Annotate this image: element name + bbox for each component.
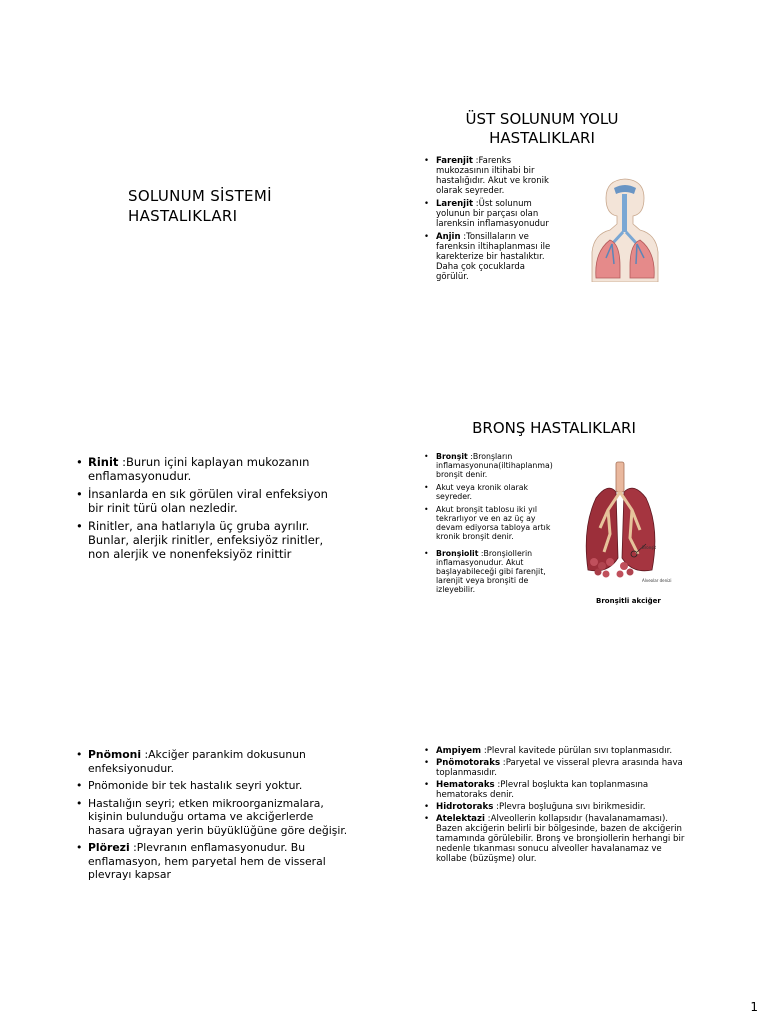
list-item: [424, 232, 552, 282]
bullet-term: Ampiyem: [436, 746, 482, 756]
bullet-term: Bronşit: [436, 452, 468, 461]
list-item: [424, 780, 692, 800]
list-item: [424, 549, 552, 594]
figure-caption: Bronşitli akciğer: [596, 597, 661, 605]
list-item: [76, 455, 344, 483]
bullet-text: İnsanlarda en sık görülen viral enfeksiyon bir rinit türü olan nezledir.: [88, 487, 328, 515]
bullet-text: :Plevra boşluğuna sıvı birikmesidir.: [493, 802, 646, 812]
bullet-term: Larenjit: [436, 199, 474, 209]
respiratory-anatomy-image: [584, 174, 666, 282]
bullet-text: Pnömonide bir tek hastalık seyri yoktur.: [88, 779, 303, 792]
slide4-bullet-list: [424, 452, 552, 598]
bronchi-label: Bronşit: [642, 545, 657, 550]
slide3-bullet-list: [76, 455, 344, 565]
slide4-title: BRONŞ HASTALIKLARI: [472, 419, 636, 437]
bullet-text: :Plevranın enflamasyonudur. Bu enflamasyon, hem paryetal hem de visseral plevrayı kapsar: [88, 841, 326, 881]
list-item: [76, 519, 344, 561]
slide6-bullet-list: [424, 746, 692, 866]
bullet-text: :Plevral boşlukta kan toplanmasına hematoraks denir.: [436, 780, 649, 800]
bullet-text: Akut bronşit tablosu iki yıl tekrarlıyor ve en az üç ay devam ediyorsa tabloya artık kronik bronşit denir.: [436, 505, 551, 541]
slide5-bullet-list: [76, 748, 348, 886]
list-item: [424, 802, 692, 812]
bullet-term: Bronşiolit: [436, 549, 479, 558]
bullet-term: Anjin: [436, 232, 461, 242]
slide2-title: ÜST SOLUNUM YOLU HASTALIKLARI: [465, 110, 619, 147]
list-item: [424, 483, 552, 501]
list-item: [76, 779, 348, 793]
bullet-text: :Alveollerin kollapsıdır (havalanamaması). Bazen akciğerin belirli bir bölgesinde, bazen de akciğerin tamamında görülebilir. Bronş ve bronşiollerin herhangi bir nedenle tıkanması sonucu alveoller havalanamaz ve kollabe (büzüşme) olur.: [436, 814, 685, 864]
bullet-text: :Burun içini kaplayan mukozanın enflamasyonudur.: [88, 455, 310, 483]
slide1-title: SOLUNUM SİSTEMİ HASTALIKLARI: [128, 187, 272, 225]
list-item: [424, 156, 552, 196]
list-item: [76, 841, 348, 882]
bullet-term: Pnömoni: [88, 748, 142, 761]
bullet-text: Akut veya kronik olarak seyreder.: [436, 483, 529, 501]
bullet-term: Rinit: [88, 455, 119, 469]
list-item: [424, 758, 692, 778]
bullet-text: :Bronşların inflamasyonuna(iltihaplanma) bronşit denir.: [436, 452, 553, 479]
page-number: 1: [750, 1000, 758, 1014]
list-item: [424, 452, 552, 479]
alveoli-label: Alveolar denizi: [642, 578, 672, 583]
bullet-term: Atelektazi: [436, 814, 485, 824]
bullet-term: Hidrotoraks: [436, 802, 494, 812]
list-item: [76, 748, 348, 775]
bullet-text: :Plevral kavitede pürülan sıvı toplanmasıdır.: [481, 746, 673, 756]
list-item: [424, 199, 552, 229]
list-item: [76, 797, 348, 838]
bullet-text: :Tonsillaların ve farenksin iltihaplanması ile karekterize bir hastalıktır. Daha çok çocuklarda görülür.: [436, 232, 551, 282]
list-item: [424, 746, 692, 756]
bullet-text: Hastalığın seyri; etken mikroorganizmalara, kişinin bulunduğu ortama ve akciğerlerde hasara uğrayan yerin büyüklüğüne göre değişir.: [88, 796, 348, 837]
bullet-text: :Üst solunum yolunun bir parçası olan larenksin inflamasyonudur: [436, 199, 549, 229]
bullet-term: Plörezi: [88, 841, 130, 854]
list-item: [76, 487, 344, 515]
bullet-text: Rinitler, ana hatlarıyla üç gruba ayrılır. Bunlar, alerjik rinitler, enfeksiyöz rinitler, non alerjik ve nonenfeksiyöz rinittir: [88, 519, 324, 561]
bullet-term: Hematoraks: [436, 780, 495, 790]
bullet-text: :Bronşiollerin inflamasyonudur. Akut başlayabileceği gibi farenjit, larenjit veya bronşiti de izleyebilir.: [436, 549, 546, 594]
bullet-text: :Paryetal ve visseral plevra arasında hava toplanmasıdır.: [436, 758, 683, 778]
slide2-bullet-list: [424, 156, 552, 285]
bullet-term: Pnömotoraks: [436, 758, 501, 768]
bullet-term: Farenjit: [436, 156, 473, 166]
list-item: [424, 814, 692, 864]
bullet-text: :Farenks mukozasının iltihabi bir hastalığıdır. Akut ve kronik olarak seyreder.: [436, 156, 549, 196]
bronchitis-lung-image: [580, 458, 676, 588]
bullet-text: :Akciğer parankim dokusunun enfeksiyonudur.: [88, 748, 306, 775]
list-item: [424, 505, 552, 541]
